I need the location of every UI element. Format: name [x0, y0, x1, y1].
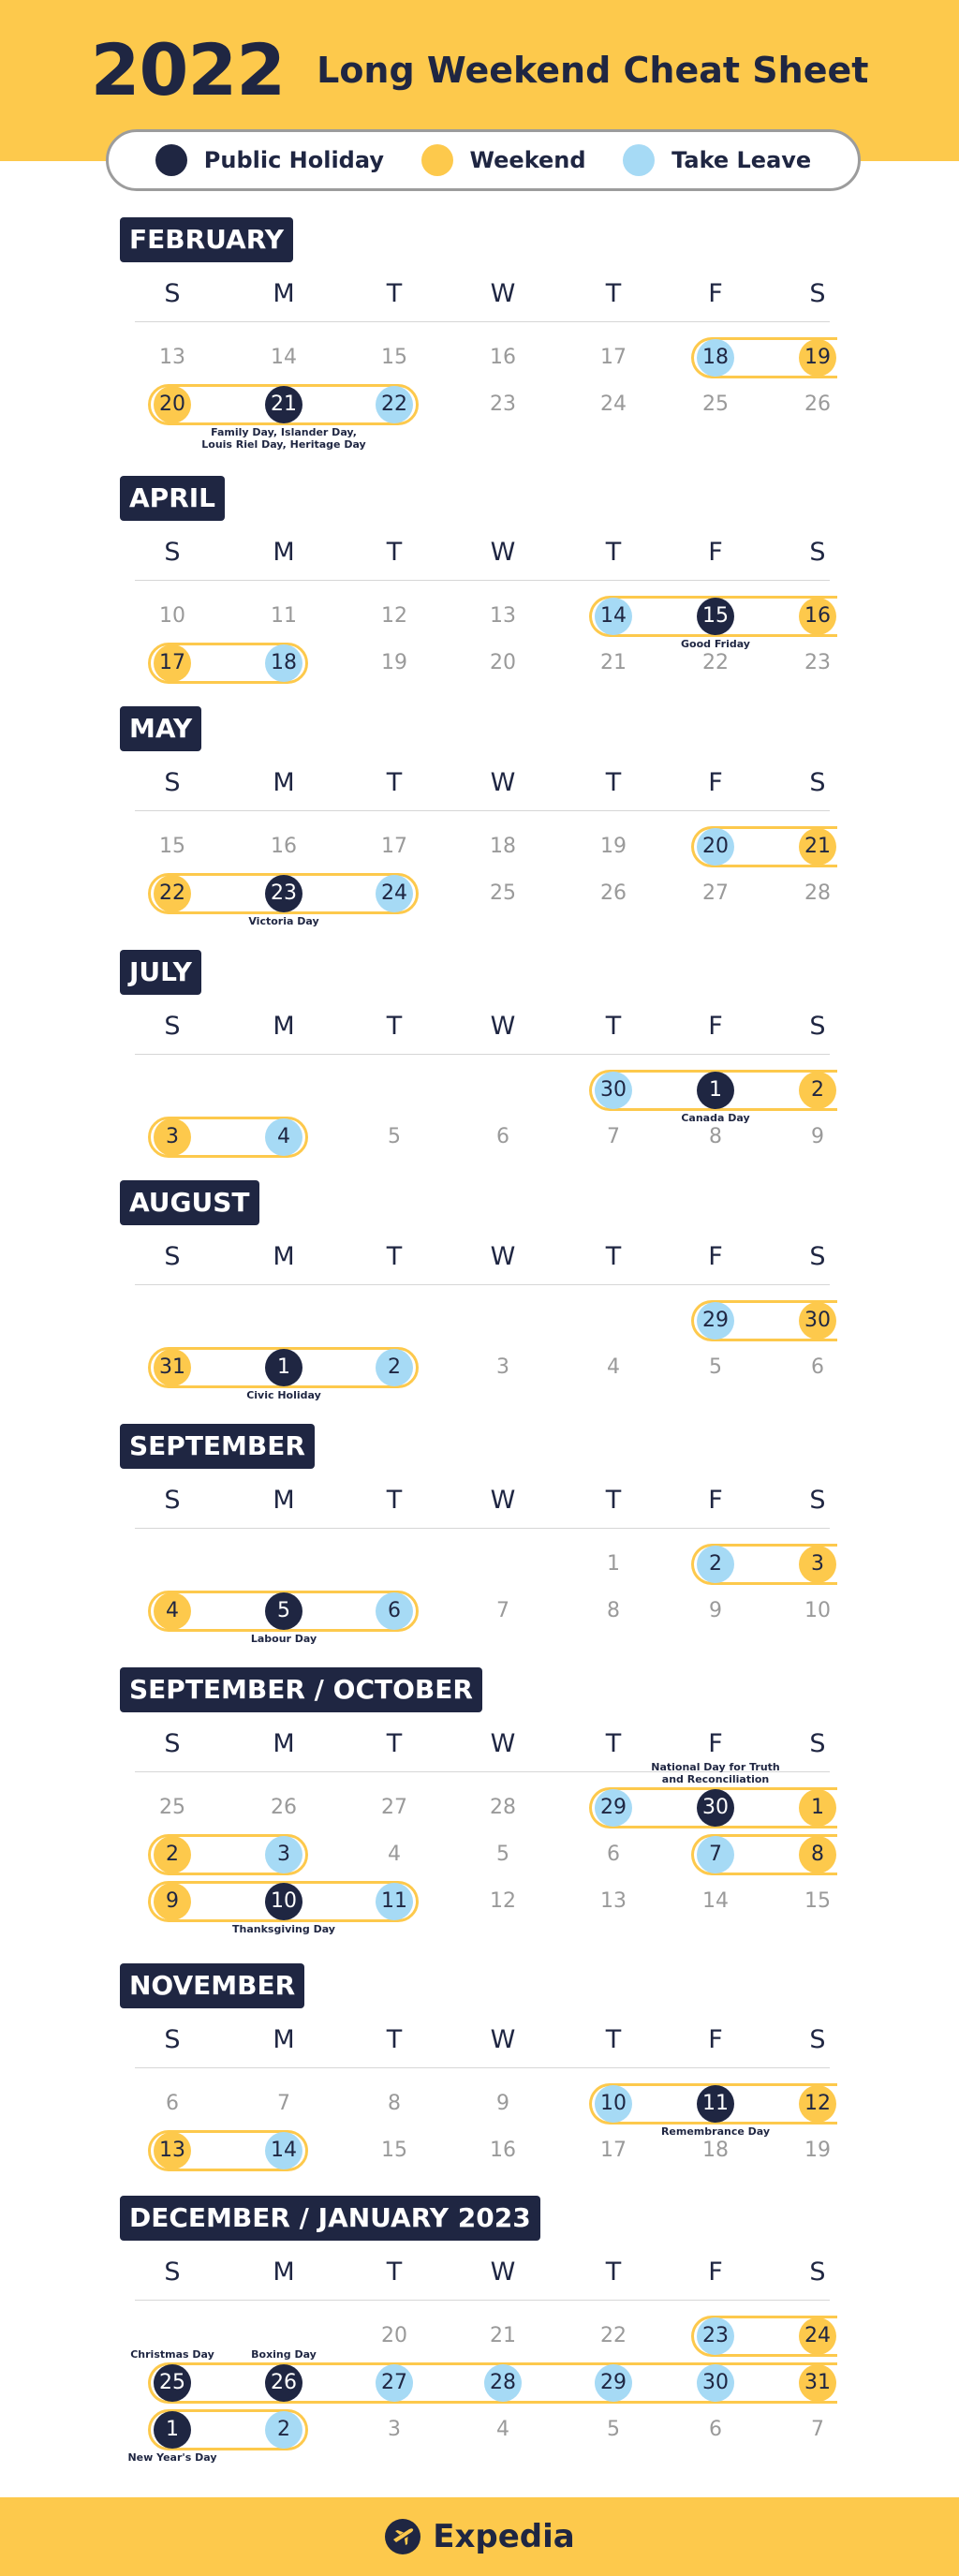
day-cell: 25 — [159, 1796, 185, 1819]
day-cell: 16 — [271, 835, 297, 858]
month-weeks — [135, 1529, 830, 1649]
weekday-header — [135, 262, 830, 322]
legend-item — [155, 144, 384, 176]
month-block — [120, 476, 832, 701]
footer-band — [0, 2497, 959, 2576]
holiday-caption: Boxing Day — [251, 2348, 317, 2361]
day-leave: 2 — [265, 2411, 302, 2449]
day-cell: 15 — [381, 346, 407, 369]
day-weekend: 1 — [799, 1789, 836, 1827]
day-cell: 12 — [490, 1889, 516, 1913]
day-leave: 6 — [376, 1592, 413, 1630]
weekday-label: S — [164, 2025, 181, 2054]
day-cell: 14 — [702, 1889, 729, 1913]
day-cell: 26 — [600, 881, 627, 905]
day-weekend: 2 — [154, 1836, 191, 1873]
weekday-label: M — [273, 2025, 295, 2054]
month-weeks — [127, 2301, 831, 2467]
weekday-label: F — [708, 2258, 723, 2287]
day-cell: 15 — [159, 835, 185, 858]
weekday-label: F — [708, 538, 723, 567]
day-weekend: 2 — [799, 1072, 836, 1109]
legend-label: Public Holiday — [203, 147, 384, 173]
day-holiday: 10 — [265, 1883, 302, 1920]
holiday-caption: New Year's Day — [127, 2451, 217, 2464]
month-block — [120, 1424, 832, 1649]
weekday-label: T — [605, 768, 622, 797]
weekday-label: S — [809, 2258, 826, 2287]
day-cell: 26 — [804, 392, 831, 416]
day-leave: 11 — [376, 1883, 413, 1920]
day-weekend: 24 — [799, 2317, 836, 2355]
weekday-label: S — [809, 1012, 826, 1041]
day-holiday: 21 — [265, 386, 302, 423]
weekday-label: S — [164, 1486, 181, 1515]
day-cell: 27 — [702, 881, 729, 905]
day-cell: 3 — [388, 2418, 401, 2441]
day-cell: 16 — [490, 346, 516, 369]
day-cell: 4 — [496, 2418, 509, 2441]
month-block — [120, 2196, 832, 2467]
day-cell: 3 — [496, 1355, 509, 1379]
day-cell: 11 — [271, 604, 297, 628]
month-weeks — [135, 1761, 831, 1939]
weekday-label: T — [386, 2025, 403, 2054]
day-cell: 14 — [271, 346, 297, 369]
month-weeks — [135, 581, 830, 701]
public-holiday-dot-icon — [155, 144, 187, 176]
weekday-label: F — [708, 1729, 723, 1758]
weekday-label: S — [164, 279, 181, 308]
weekday-label: S — [164, 768, 181, 797]
day-holiday: 25 — [154, 2364, 191, 2402]
day-cell: 8 — [607, 1599, 620, 1622]
day-weekend: 20 — [154, 386, 191, 423]
weekday-label: W — [490, 1729, 516, 1758]
weekday-label: S — [809, 2025, 826, 2054]
weekday-label: S — [164, 1012, 181, 1041]
weekday-label: T — [605, 1729, 622, 1758]
day-weekend: 13 — [154, 2132, 191, 2169]
day-cell: 20 — [490, 651, 516, 674]
weekday-label: M — [273, 1012, 295, 1041]
day-leave: 30 — [697, 2364, 734, 2402]
day-cell: 22 — [702, 651, 729, 674]
weekday-label: T — [605, 2258, 622, 2287]
expedia-plane-logo-icon — [384, 2518, 421, 2555]
month-title: NOVEMBER — [120, 1963, 304, 2008]
weekday-label: T — [605, 1242, 622, 1271]
month-block — [120, 950, 832, 1175]
weekday-header — [135, 1225, 830, 1285]
day-holiday: 26 — [265, 2364, 302, 2402]
weekday-label: T — [605, 538, 622, 567]
weekday-label: F — [708, 768, 723, 797]
day-weekend: 17 — [154, 644, 191, 682]
day-leave: 3 — [265, 1836, 302, 1873]
day-cell: 5 — [496, 1843, 509, 1866]
legend — [106, 129, 861, 191]
day-cell: 8 — [709, 1125, 722, 1148]
day-holiday: 1 — [265, 1349, 302, 1386]
day-cell: 7 — [607, 1125, 620, 1148]
day-leave: 18 — [697, 339, 734, 377]
weekday-label: M — [273, 2258, 295, 2287]
weekday-label: S — [809, 1486, 826, 1515]
day-cell: 16 — [490, 2139, 516, 2162]
weekday-label: M — [273, 1729, 295, 1758]
weekday-label: T — [605, 1486, 622, 1515]
day-weekend: 31 — [799, 2364, 836, 2402]
weekday-label: W — [490, 768, 516, 797]
month-weeks — [135, 2068, 830, 2188]
day-cell: 10 — [804, 1599, 831, 1622]
weekday-label: M — [273, 538, 295, 567]
day-holiday: 1 — [154, 2411, 191, 2449]
day-cell: 9 — [811, 1125, 824, 1148]
day-cell: 7 — [277, 2092, 290, 2115]
day-weekend: 31 — [154, 1349, 191, 1386]
month-title: DECEMBER / JANUARY 2023 — [120, 2196, 540, 2241]
day-cell: 6 — [496, 1125, 509, 1148]
month-title: JULY — [120, 950, 201, 995]
day-cell: 22 — [600, 2324, 627, 2347]
day-cell: 17 — [381, 835, 407, 858]
weekday-label: F — [708, 279, 723, 308]
day-cell: 24 — [600, 392, 627, 416]
weekday-label: S — [809, 279, 826, 308]
day-cell: 13 — [600, 1889, 627, 1913]
month-title: FEBRUARY — [120, 217, 293, 262]
month-title: APRIL — [120, 476, 225, 521]
day-cell: 23 — [490, 392, 516, 416]
day-cell: 21 — [600, 651, 627, 674]
weekday-label: W — [490, 1242, 516, 1271]
month-block — [120, 217, 832, 451]
day-leave: 30 — [595, 1072, 632, 1109]
weekday-label: S — [164, 538, 181, 567]
month-weeks — [135, 1055, 830, 1175]
day-weekend: 8 — [799, 1836, 836, 1873]
day-leave: 29 — [697, 1302, 734, 1340]
day-weekend: 3 — [799, 1546, 836, 1583]
title-year: 2022 — [90, 28, 286, 111]
day-cell: 5 — [709, 1355, 722, 1379]
holiday-caption: Victoria Day — [248, 915, 319, 927]
day-cell: 7 — [496, 1599, 509, 1622]
day-cell: 25 — [702, 392, 729, 416]
day-cell: 4 — [607, 1355, 620, 1379]
weekday-label: S — [809, 768, 826, 797]
day-weekend: 9 — [154, 1883, 191, 1920]
day-holiday: 11 — [697, 2085, 734, 2123]
legend-item — [421, 144, 586, 176]
day-cell: 9 — [709, 1599, 722, 1622]
holiday-caption: Civic Holiday — [246, 1389, 321, 1401]
month-title: SEPTEMBER / OCTOBER — [120, 1667, 482, 1712]
day-cell: 4 — [388, 1843, 401, 1866]
weekday-header — [135, 521, 830, 581]
weekday-label: W — [490, 538, 516, 567]
weekend-dot-icon — [421, 144, 453, 176]
weekday-label: T — [386, 279, 403, 308]
month-title: AUGUST — [120, 1180, 259, 1225]
day-cell: 15 — [804, 1889, 831, 1913]
legend-label: Take Leave — [671, 147, 812, 173]
day-cell: 13 — [159, 346, 185, 369]
holiday-caption: Remembrance Day — [660, 2125, 771, 2138]
day-holiday: 30 — [697, 1789, 734, 1827]
holiday-caption: National Day for Truth and Reconciliation — [651, 1761, 780, 1785]
weekday-label: F — [708, 1012, 723, 1041]
month-weeks — [135, 322, 831, 451]
weekday-header — [135, 995, 830, 1055]
weekday-label: T — [605, 1012, 622, 1041]
day-cell: 1 — [607, 1552, 620, 1576]
month-block — [120, 1963, 832, 2188]
brand-name: Expedia — [433, 2518, 575, 2555]
day-weekend: 16 — [799, 598, 836, 635]
day-cell: 25 — [490, 881, 516, 905]
month-title: SEPTEMBER — [120, 1424, 315, 1469]
weekday-label: T — [386, 1486, 403, 1515]
day-holiday: 1 — [697, 1072, 734, 1109]
month-weeks — [135, 811, 830, 931]
day-cell: 18 — [490, 835, 516, 858]
day-cell: 5 — [607, 2418, 620, 2441]
day-cell: 13 — [490, 604, 516, 628]
day-leave: 10 — [595, 2085, 632, 2123]
day-leave: 27 — [376, 2364, 413, 2402]
day-cell: 7 — [811, 2418, 824, 2441]
weekday-label: T — [605, 279, 622, 308]
weekday-label: S — [164, 1242, 181, 1271]
title-text: Long Weekend Cheat Sheet — [317, 50, 869, 91]
weekday-header — [135, 2008, 830, 2068]
holiday-caption: Christmas Day — [130, 2348, 214, 2361]
day-holiday: 23 — [265, 875, 302, 912]
weekday-label: W — [490, 279, 516, 308]
legend-item — [623, 144, 811, 176]
weekday-label: T — [386, 768, 403, 797]
day-cell: 17 — [600, 2139, 627, 2162]
day-cell: 10 — [159, 604, 185, 628]
day-cell: 19 — [600, 835, 627, 858]
day-weekend: 21 — [799, 828, 836, 866]
weekday-label: T — [386, 2258, 403, 2287]
weekday-header — [135, 2241, 830, 2301]
day-leave: 24 — [376, 875, 413, 912]
day-leave: 4 — [265, 1118, 302, 1156]
day-leave: 29 — [595, 2364, 632, 2402]
day-leave: 28 — [484, 2364, 522, 2402]
weekday-label: S — [809, 538, 826, 567]
weekday-label: M — [273, 1486, 295, 1515]
holiday-caption: Good Friday — [681, 638, 750, 650]
day-cell: 19 — [804, 2139, 831, 2162]
weekday-label: T — [386, 1242, 403, 1271]
day-leave: 7 — [697, 1836, 734, 1873]
weekday-label: M — [273, 279, 295, 308]
weekday-label: W — [490, 2025, 516, 2054]
day-cell: 23 — [804, 651, 831, 674]
holiday-caption: Canada Day — [681, 1112, 750, 1124]
weekday-label: M — [273, 768, 295, 797]
day-cell: 21 — [490, 2324, 516, 2347]
weekday-label: S — [164, 2258, 181, 2287]
day-weekend: 22 — [154, 875, 191, 912]
day-cell: 28 — [490, 1796, 516, 1819]
month-title: MAY — [120, 706, 201, 751]
day-cell: 19 — [381, 651, 407, 674]
weekday-header — [135, 1469, 830, 1529]
holiday-caption: Thanksgiving Day — [232, 1923, 335, 1935]
weekday-label: W — [490, 2258, 516, 2287]
weekday-label: F — [708, 2025, 723, 2054]
day-cell: 6 — [709, 2418, 722, 2441]
take-leave-dot-icon — [623, 144, 655, 176]
day-leave: 18 — [265, 644, 302, 682]
weekday-label: M — [273, 1242, 295, 1271]
day-weekend: 3 — [154, 1118, 191, 1156]
weekday-label: S — [164, 1729, 181, 1758]
day-cell: 27 — [381, 1796, 407, 1819]
weekday-label: S — [809, 1242, 826, 1271]
day-leave: 14 — [595, 598, 632, 635]
month-weeks — [135, 1285, 830, 1405]
legend-label: Weekend — [469, 147, 586, 173]
holiday-caption: Labour Day — [250, 1633, 317, 1645]
day-weekend: 19 — [799, 339, 836, 377]
day-cell: 9 — [496, 2092, 509, 2115]
day-leave: 23 — [697, 2317, 734, 2355]
day-cell: 26 — [271, 1796, 297, 1819]
month-block — [120, 1180, 832, 1405]
day-leave: 22 — [376, 386, 413, 423]
weekday-label: T — [386, 538, 403, 567]
weekday-label: W — [490, 1486, 516, 1515]
month-block — [120, 706, 832, 931]
day-holiday: 15 — [697, 598, 734, 635]
day-cell: 5 — [388, 1125, 401, 1148]
day-cell: 17 — [600, 346, 627, 369]
day-cell: 6 — [607, 1843, 620, 1866]
weekday-label: S — [809, 1729, 826, 1758]
weekday-label: F — [708, 1242, 723, 1271]
day-cell: 20 — [381, 2324, 407, 2347]
day-holiday: 5 — [265, 1592, 302, 1630]
day-weekend: 12 — [799, 2085, 836, 2123]
day-weekend: 30 — [799, 1302, 836, 1340]
day-cell: 15 — [381, 2139, 407, 2162]
holiday-caption: Family Day, Islander Day, Louis Riel Day, Heritage Day — [201, 426, 366, 451]
day-weekend: 4 — [154, 1592, 191, 1630]
day-leave: 20 — [697, 828, 734, 866]
day-cell: 28 — [804, 881, 831, 905]
day-leave: 14 — [265, 2132, 302, 2169]
weekday-header — [135, 751, 830, 811]
weekday-label: T — [605, 2025, 622, 2054]
weekday-label: T — [386, 1729, 403, 1758]
page-title — [0, 28, 959, 112]
weekday-label: T — [386, 1012, 403, 1041]
day-cell: 6 — [811, 1355, 824, 1379]
day-cell: 6 — [166, 2092, 179, 2115]
day-leave: 29 — [595, 1789, 632, 1827]
day-cell: 12 — [381, 604, 407, 628]
weekday-label: W — [490, 1012, 516, 1041]
day-leave: 2 — [376, 1349, 413, 1386]
day-cell: 8 — [388, 2092, 401, 2115]
day-cell: 18 — [702, 2139, 729, 2162]
weekday-label: F — [708, 1486, 723, 1515]
month-block — [120, 1667, 832, 1939]
day-leave: 2 — [697, 1546, 734, 1583]
